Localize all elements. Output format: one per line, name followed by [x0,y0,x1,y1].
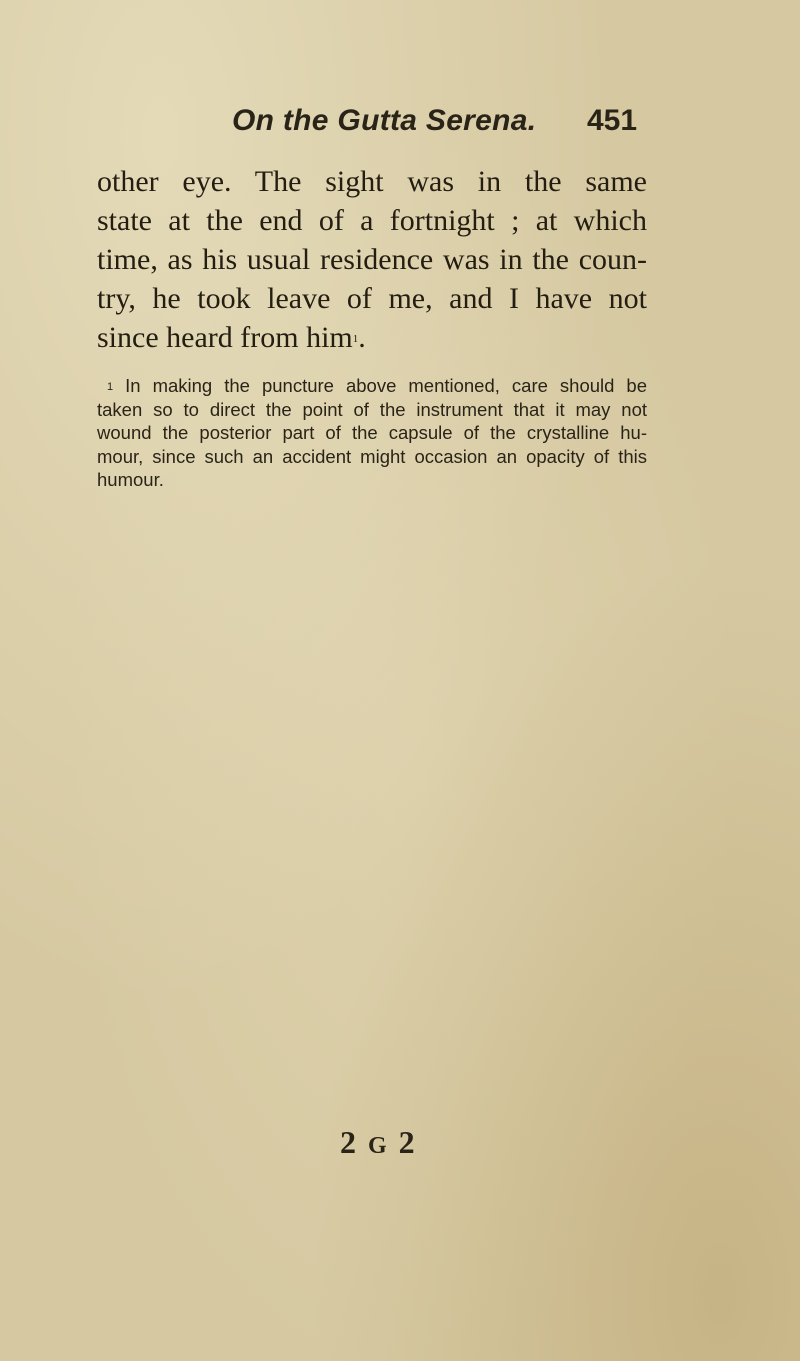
footnote-line: humour. [97,469,164,490]
signature-number: 2 [340,1124,358,1160]
text-line: try, he took leave of me, and I have not [97,282,647,315]
text-line: time, as his usual residence was in the coun- [97,243,647,276]
footnote-reference: 1 [352,333,359,345]
running-title: On the Gutta Serena. [232,104,537,137]
signature-number: 2 [398,1124,417,1160]
footnote-line: mour, since such an accident might occasion an opacity of this [97,445,647,467]
text-line: other eye. The sight was in the same [97,165,647,198]
text-line-content: since heard from him [97,321,353,354]
running-head [0,104,800,148]
signature-mark [340,1124,417,1161]
footnote-line: taken so to direct the point of the instrument that it may not [97,398,647,420]
footnote-line: wound the posterior part of the capsule of the crystalline hu- [97,422,647,443]
footnote-line-content: In making the puncture above mentioned, care should be [125,375,648,396]
footnote-line [97,374,647,398]
page-number: 451 [587,104,638,137]
body-text [97,162,647,357]
text-line-last: since heard from him$^1$. [97,321,366,354]
footnote-marker: 1 [107,381,114,393]
text-line: state at the end of a fortnight ; at which [97,204,647,237]
signature-letter: G [368,1133,389,1159]
footnote [97,374,647,492]
